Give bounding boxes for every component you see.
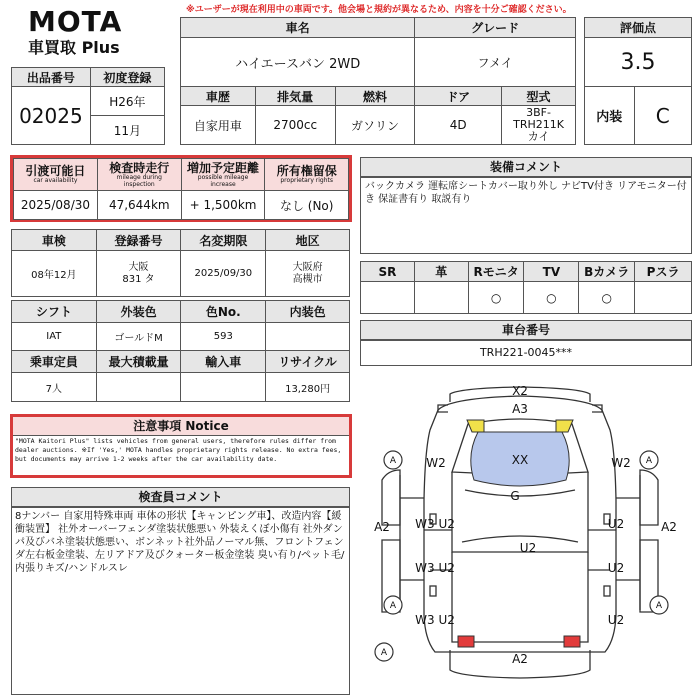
mileage-sub2: inspection: [123, 180, 155, 188]
feature-pslide-label: Pスラ: [635, 262, 692, 282]
feature-leather: [414, 282, 468, 314]
label-w2-right: W2: [611, 456, 631, 470]
plate-label: 登録番号: [96, 230, 181, 251]
increase-sub1: possible mileage: [197, 173, 249, 181]
car-damage-diagram: [360, 380, 695, 698]
owner-label-text: 所有権留保: [276, 164, 337, 178]
inspection-label: 車検: [12, 230, 97, 251]
tire-label-b: A: [645, 456, 653, 466]
region-line2: 高槻市: [292, 273, 323, 285]
capacity: 7人: [12, 373, 97, 402]
inspector-text: 8ナンバー 自家用特殊車両 車体の形状【キャンピング車】、改造内容【緩衝装置】 社外オーバーフェンダ塗装状態悪い 外装えくぼ小傷有 社外ダンパ及びバネ塗装状態悪い、ボンネット社外品ノーマル無、フロントフェンダ左右板金塗装、左リアドア及びクォーター板金塗装 臭い有り/ペット毛/内張りキズ/ハンドルスレ: [15, 511, 345, 574]
region: [266, 251, 350, 297]
vehicle-table: [180, 17, 576, 145]
feature-bcamera-label: Bカメラ: [579, 262, 635, 282]
listing-table: [11, 67, 165, 145]
chassis-label: 車台番号: [360, 320, 692, 340]
increase-label-text: 増加予定距離: [187, 160, 260, 175]
model-line1: 3BF-TRH211K: [513, 106, 564, 131]
feature-leather-label: 革: [414, 262, 468, 282]
model-label: 型式: [502, 87, 576, 106]
doors-label: ドア: [415, 87, 502, 106]
label-x2: X2: [512, 384, 528, 398]
plate: [96, 251, 181, 297]
tire-label-e: A: [380, 648, 388, 658]
rating-label: 評価点: [585, 18, 692, 38]
capacity-label: 乗車定員: [12, 351, 97, 373]
tire-label-a: A: [389, 456, 397, 466]
mota-logo: [28, 6, 138, 66]
tire-label-d: A: [655, 601, 663, 611]
tire-label-c: A: [389, 601, 397, 611]
import: [181, 373, 266, 402]
owner-sub: proprietary rights: [280, 177, 334, 184]
label-w3u2-c: W3 U2: [415, 613, 455, 627]
max-load: [96, 373, 181, 402]
label-a2-bottom: A2: [512, 652, 528, 666]
history-label: 車歴: [181, 87, 256, 106]
feature-tv-label: TV: [524, 262, 579, 282]
color: ゴールドM: [96, 323, 181, 351]
feature-rmonitor-label: Rモニタ: [468, 262, 524, 282]
fuel-label: 燃料: [335, 87, 415, 106]
listing-number-label: 出品番号: [12, 68, 91, 87]
listing-number: 02025: [12, 87, 91, 145]
plate-line1: 大阪: [128, 261, 149, 273]
recycle-label: リサイクル: [266, 351, 350, 373]
rating-score: 3.5: [585, 38, 692, 87]
region-label: 地区: [266, 230, 350, 251]
spec-table: [11, 300, 350, 402]
feature-bcamera: ○: [579, 282, 635, 314]
label-a2-right: A2: [661, 520, 677, 534]
car-name-label: 車名: [181, 18, 415, 38]
recycle: 13,280円: [266, 373, 350, 402]
registration-table: [11, 229, 350, 297]
feature-pslide: [635, 282, 692, 314]
fuel: ガソリン: [335, 106, 415, 145]
handover-label: [14, 159, 98, 191]
front-right-light: [556, 420, 573, 432]
handover-sub: car availability: [33, 177, 78, 184]
chassis-number: TRH221-0045***: [479, 346, 573, 359]
increase: + 1,500km: [181, 191, 265, 220]
owner: なし (No): [265, 191, 349, 220]
rear-right-light: [564, 636, 580, 647]
mileage-label: [97, 159, 181, 191]
history: 自家用車: [181, 106, 256, 145]
increase-sub2: increase: [210, 180, 236, 188]
label-xx: XX: [511, 453, 529, 467]
rating-table: [584, 17, 692, 145]
model-line2: カイ: [527, 130, 550, 143]
notice-label: 注意事項 Notice: [13, 417, 349, 436]
doors: 4D: [415, 106, 502, 145]
top-notice: ※ユーザーが現在利用中の車両です。他会場と規約が異なるため、内容を十分ご確認ください。: [186, 5, 572, 15]
mileage-label-text: 検査時走行: [109, 160, 170, 175]
first-reg-year: H26年: [90, 87, 164, 116]
interior-color: [266, 323, 350, 351]
owner-label: [265, 159, 349, 191]
shift: IAT: [12, 323, 97, 351]
mota-brand: MOTA: [28, 5, 123, 38]
chassis-box: [360, 340, 692, 366]
mileage: 47,644km: [97, 191, 181, 220]
inspector-box: [11, 507, 350, 695]
label-u2-center: U2: [519, 541, 537, 555]
handover-label-text: 引渡可能日: [25, 164, 86, 178]
color-no-label: 色No.: [181, 301, 266, 323]
interior-color-label: 内装色: [266, 301, 350, 323]
label-a3: A3: [512, 402, 528, 416]
equipment-box: [360, 177, 692, 254]
interior-label: 内装: [585, 87, 635, 145]
inspector-label: 検査員コメント: [11, 487, 350, 507]
color-no: 593: [181, 323, 266, 351]
notice-text: "MOTA Kaitori Plus" lists vehicles from general users, therefore rules differ from dealer auctions. ※If 'Yes,' MOTA handles proprietary rights release. No extra fees, but documents may arrive 1-2 weeks after the car availability date.: [15, 437, 342, 463]
label-u2-a: U2: [607, 517, 625, 531]
interior-grade: C: [634, 87, 691, 145]
mileage-sub1: mileage during: [116, 173, 162, 181]
feature-sr: [361, 282, 415, 314]
handover-date: 2025/08/30: [14, 191, 98, 220]
max-load-label: 最大積載量: [96, 351, 181, 373]
displacement-label: 排気量: [255, 87, 335, 106]
label-u2-b: U2: [607, 561, 625, 575]
region-line1: 大阪府: [292, 261, 323, 273]
grade: フメイ: [415, 38, 576, 87]
color-label: 外装色: [96, 301, 181, 323]
inspection: 08年12月: [12, 251, 97, 297]
front-left-light: [467, 420, 484, 432]
feature-rmonitor: ○: [468, 282, 524, 314]
label-w3u2-b: W3 U2: [415, 561, 455, 575]
first-reg-month: 11月: [90, 116, 164, 145]
grade-label: グレード: [415, 18, 576, 38]
equipment-text: バックカメラ 運転席シートカバー取り外し ナビTV付き リアモニター付き 保証書有り 取説有り: [365, 181, 687, 205]
shift-label: シフト: [12, 301, 97, 323]
displacement: 2700cc: [255, 106, 335, 145]
rear-left-light: [458, 636, 474, 647]
label-u2-c: U2: [607, 613, 625, 627]
equipment-label: 装備コメント: [360, 157, 692, 177]
label-g: G: [510, 489, 520, 503]
name-change-label: 名変期限: [181, 230, 266, 251]
plate-line2: 831 タ: [122, 273, 155, 285]
feature-tv: ○: [524, 282, 579, 314]
availability-table: [13, 158, 349, 220]
label-w2-left: W2: [426, 456, 446, 470]
features-table: [360, 261, 692, 314]
car-name: ハイエースバン 2WD: [181, 38, 415, 87]
first-reg-label: 初度登録: [90, 68, 164, 87]
import-label: 輸入車: [181, 351, 266, 373]
feature-sr-label: SR: [361, 262, 415, 282]
model: [502, 106, 576, 145]
label-a2-left: A2: [374, 520, 390, 534]
label-w3u2-a: W3 U2: [415, 517, 455, 531]
name-change: 2025/09/30: [181, 251, 266, 297]
increase-label: [181, 159, 265, 191]
mota-subtitle: 車買取 Plus: [28, 38, 120, 57]
